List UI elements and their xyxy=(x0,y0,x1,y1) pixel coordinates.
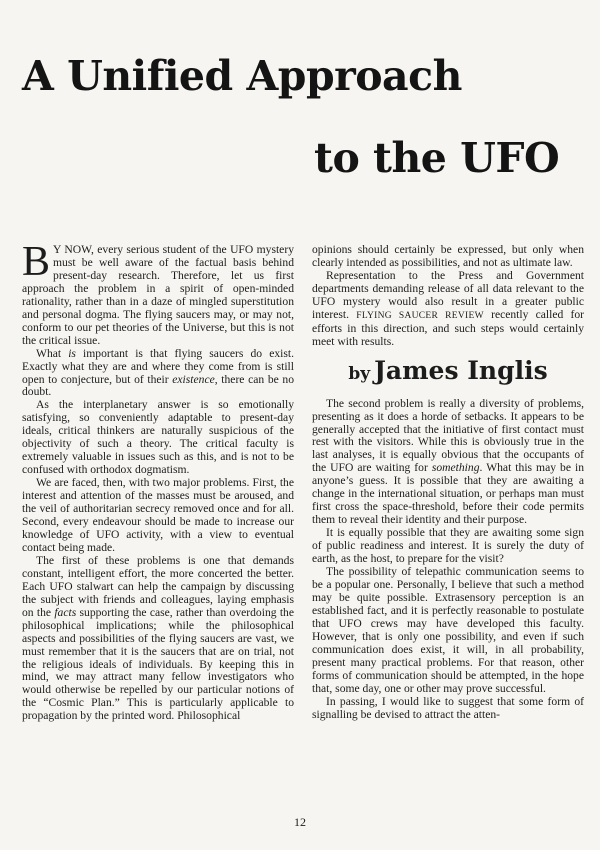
paragraph: B Y NOW, every serious student of the UFO mystery must be well aware of the factual basis behind present-day research. Therefore, let us first approach the problem in a spirit of open-minded rationality, rather than in a daze of mingled superstitution and personal dogma. The flying saucers may, or may not, conform to our pet theories of the Universe, but this is not the critical issue. xyxy=(22,239,294,347)
paragraph: The first of these problems is one that demands constant, intelligent effort, the more concerted the better. Each UFO stalwart can help the campaign by discussing the subject with friends and colleagues, laying emphasis on the facts supporting the case, rather than overdoing the philosophical implications; while the philosophical aspects and possibilities of the flying saucers are vast, we must remember that it is the saucers that are on trial, not the religious ideals of individuals. By keeping this in mind, we may attract many fellow investigators who would otherwise be repelled by our particular notions of the “Cosmic Plan.” This is particularly applicable to propagation by the printed word. Philosophical xyxy=(22,553,294,723)
publication-name: FLYING SAUCER REVIEW xyxy=(356,310,484,321)
right-column xyxy=(312,244,584,721)
paragraph: It is equally possible that they are awaiting some sign of public readiness and interest. It is surely the duty of earth, as the host, to prepare for the visit? xyxy=(312,526,584,566)
author-name: James Inglis xyxy=(374,355,548,385)
paragraph: opinions should certainly be expressed, but only when clearly intended as possibilities, and not as ultimate law. xyxy=(312,243,584,269)
paragraph: Representation to the Press and Government departments demanding release of all data relevant to the UFO mystery would also result in a greater public interest. FLYING SAUCER REVIEW recently called for efforts in this direction, and such steps would certainly meet with results. xyxy=(312,268,585,348)
paragraph: In passing, I would like to suggest that some form of signalling be devised to attract the atten- xyxy=(312,694,584,721)
paragraph: We are faced, then, with two major problems. First, the interest and attention of the masses must be aroused, and the veil of authoritarian secrecy removed once and for all. Second, every endeavour should be made to increase our knowledge of UFO activity, with a view to eventual contact being made. xyxy=(22,476,294,554)
paragraph: What is important is that flying saucers do exist. Exactly what they are and where they come from is still open to conjecture, but of their existence, there can be no doubt. xyxy=(22,346,294,399)
title-line-2: to the UFO xyxy=(314,134,560,182)
left-column xyxy=(22,239,294,723)
page-number: 12 xyxy=(294,815,306,829)
byline: by James Inglis xyxy=(348,355,548,385)
paragraph: As the interplanetary answer is so emotionally satisfying, so conveniently adaptable to present-day ideals, critical thinkers are naturally suspicious of the objectivity of such a theory. The critical faculty is extremely valuable in issues such as this, and is not to be confused with orthodox dogmatism. xyxy=(22,398,294,477)
paragraph: The possibility of telepathic communication seems to be a popular one. Personally, I believe that such a method may be quite possible. Extrasensory perception is an established fact, and it is perfectly reasonable to postulate that UFO crews may have developed this faculty. However, that is only one possibility, and even if such communication does exist, it will, in all probability, present many practical problems. For that reason, other forms of communication should be attempted, in the hope that, some day, one or other may prove successful. xyxy=(312,565,584,695)
paragraph: The second problem is really a diversity of problems, presenting as it does a horde of setbacks. It appears to be generally accepted that the initiative of first contact must rest with the visitors. While this is obviously true in the last analyses, it is equally obvious that the occupants of the UFO are waiting for something. What this may be in anyone’s guess. It is possible that they are awaiting a change in the international situation, or perhaps man must first cross the space-threshold, before their code permits them to reveal their identity and their purpose. xyxy=(312,396,584,527)
title-line-1: A Unified Approach xyxy=(22,52,462,100)
drop-cap: B xyxy=(22,239,51,285)
